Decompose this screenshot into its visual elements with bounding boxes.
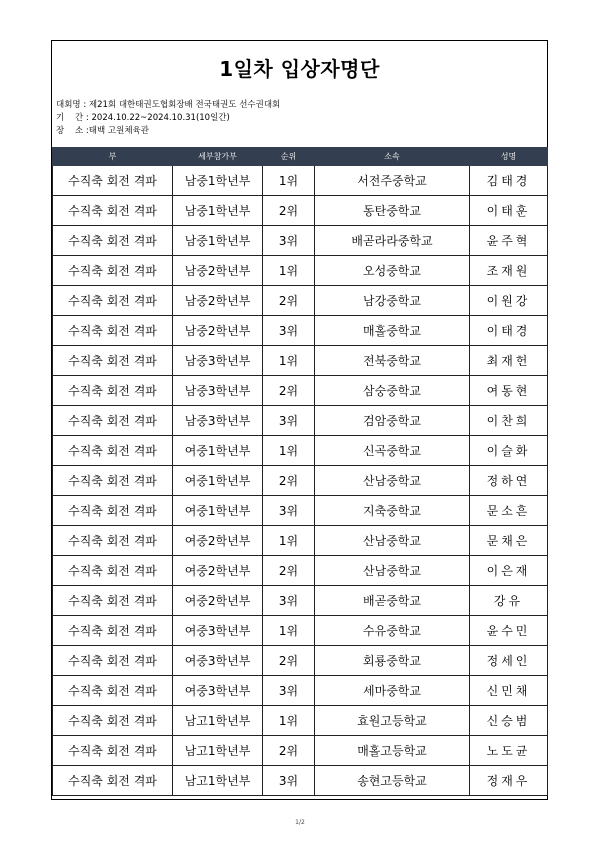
subdivision-cell: 여중1학년부: [173, 436, 263, 466]
affiliation-cell: 세마중학교: [315, 676, 470, 706]
subdivision-cell: 여중3학년부: [173, 646, 263, 676]
affiliation-cell: 매홀고등학교: [315, 736, 470, 766]
table-row: [53, 586, 548, 616]
rank-cell: 2위: [263, 736, 315, 766]
table-row: [53, 436, 548, 466]
division-cell: 수직축 회전 격파: [53, 346, 173, 376]
subdivision-cell: 여중3학년부: [173, 676, 263, 706]
place-label: 장 소 :: [56, 126, 89, 136]
affiliation-cell: 서전주중학교: [315, 166, 470, 196]
rank-cell: 2위: [263, 376, 315, 406]
division-cell: 수직축 회전 격파: [53, 436, 173, 466]
period-value: 2024.10.22~2024.10.31(10일간): [91, 113, 230, 123]
affiliation-cell: 수유중학교: [315, 616, 470, 646]
division-cell: 수직축 회전 격파: [53, 316, 173, 346]
division-cell: 수직축 회전 격파: [53, 286, 173, 316]
name-cell: 신승범: [470, 706, 548, 736]
table-row: [53, 376, 548, 406]
affiliation-cell: 삼숭중학교: [315, 376, 470, 406]
affiliation-cell: 효원고등학교: [315, 706, 470, 736]
subdivision-cell: 남중2학년부: [173, 316, 263, 346]
affiliation-cell: 회룡중학교: [315, 646, 470, 676]
division-cell: 수직축 회전 격파: [53, 586, 173, 616]
rank-cell: 3위: [263, 406, 315, 436]
subdivision-cell: 여중1학년부: [173, 466, 263, 496]
subdivision-cell: 남고1학년부: [173, 736, 263, 766]
rank-cell: 3위: [263, 496, 315, 526]
name-cell: 문소흔: [470, 496, 548, 526]
name-cell: 이원강: [470, 286, 548, 316]
rank-cell: 1위: [263, 346, 315, 376]
table-row: [53, 496, 548, 526]
rank-cell: 3위: [263, 586, 315, 616]
table-row: [53, 166, 548, 196]
rank-cell: 3위: [263, 766, 315, 796]
division-cell: 수직축 회전 격파: [53, 616, 173, 646]
subdivision-cell: 남중1학년부: [173, 196, 263, 226]
division-cell: 수직축 회전 격파: [53, 736, 173, 766]
name-cell: 이찬희: [470, 406, 548, 436]
name-cell: 이태훈: [470, 196, 548, 226]
header-affiliation: 소속: [315, 148, 470, 166]
affiliation-cell: 동탄중학교: [315, 196, 470, 226]
table-row: [53, 286, 548, 316]
division-cell: 수직축 회전 격파: [53, 466, 173, 496]
table-row: [53, 346, 548, 376]
name-cell: 김태경: [470, 166, 548, 196]
division-cell: 수직축 회전 격파: [53, 256, 173, 286]
affiliation-cell: 산남중학교: [315, 466, 470, 496]
affiliation-cell: 산남중학교: [315, 556, 470, 586]
affiliation-cell: 배곧라라중학교: [315, 226, 470, 256]
rank-cell: 2위: [263, 556, 315, 586]
place-value: 태백 고원체육관: [88, 126, 149, 136]
division-cell: 수직축 회전 격파: [53, 766, 173, 796]
subdivision-cell: 남중2학년부: [173, 286, 263, 316]
subdivision-cell: 남고1학년부: [173, 766, 263, 796]
header-name: 성명: [470, 148, 548, 166]
division-cell: 수직축 회전 격파: [53, 706, 173, 736]
document-sheet: [51, 40, 548, 800]
table-row: [53, 766, 548, 796]
name-cell: 이은재: [470, 556, 548, 586]
subdivision-cell: 여중3학년부: [173, 616, 263, 646]
event-label: 대회명 :: [56, 100, 87, 110]
affiliation-cell: 매홀중학교: [315, 316, 470, 346]
subdivision-cell: 남중1학년부: [173, 226, 263, 256]
subdivision-cell: 남중3학년부: [173, 406, 263, 436]
table-row: [53, 316, 548, 346]
subdivision-cell: 여중2학년부: [173, 556, 263, 586]
affiliation-cell: 검암중학교: [315, 406, 470, 436]
rank-cell: 3위: [263, 316, 315, 346]
division-cell: 수직축 회전 격파: [53, 526, 173, 556]
header-division: 부: [53, 148, 173, 166]
header-rank: 순위: [263, 148, 315, 166]
rank-cell: 1위: [263, 526, 315, 556]
table-row: [53, 736, 548, 766]
event-info-line: [56, 99, 280, 111]
subdivision-cell: 남중3학년부: [173, 376, 263, 406]
table-row: [53, 466, 548, 496]
division-cell: 수직축 회전 격파: [53, 496, 173, 526]
rank-cell: 3위: [263, 226, 315, 256]
affiliation-cell: 산남중학교: [315, 526, 470, 556]
rank-cell: 1위: [263, 706, 315, 736]
rank-cell: 2위: [263, 196, 315, 226]
name-cell: 신민채: [470, 676, 548, 706]
table-row: [53, 556, 548, 586]
subdivision-cell: 여중1학년부: [173, 496, 263, 526]
subdivision-cell: 남중2학년부: [173, 256, 263, 286]
division-cell: 수직축 회전 격파: [53, 646, 173, 676]
rank-cell: 2위: [263, 286, 315, 316]
table-header-row: [53, 148, 548, 166]
table-row: [53, 406, 548, 436]
page-title: 1일차 입상자명단: [219, 57, 380, 81]
rank-cell: 1위: [263, 616, 315, 646]
name-cell: 조재원: [470, 256, 548, 286]
name-cell: 이태경: [470, 316, 548, 346]
period-info-line: [56, 112, 230, 124]
name-cell: 정하연: [470, 466, 548, 496]
division-cell: 수직축 회전 격파: [53, 226, 173, 256]
subdivision-cell: 여중2학년부: [173, 526, 263, 556]
affiliation-cell: 전북중학교: [315, 346, 470, 376]
table-row: [53, 196, 548, 226]
rank-cell: 1위: [263, 166, 315, 196]
name-cell: 이슬화: [470, 436, 548, 466]
place-info-line: [56, 125, 149, 137]
name-cell: 정재우: [470, 766, 548, 796]
division-cell: 수직축 회전 격파: [53, 556, 173, 586]
name-cell: 윤주혁: [470, 226, 548, 256]
table-row: [53, 616, 548, 646]
division-cell: 수직축 회전 격파: [53, 676, 173, 706]
affiliation-cell: 배곧중학교: [315, 586, 470, 616]
event-value: 제21회 대한태권도협회장배 전국태권도 선수권대회: [88, 100, 281, 110]
division-cell: 수직축 회전 격파: [53, 376, 173, 406]
affiliation-cell: 신곡중학교: [315, 436, 470, 466]
table-row: [53, 526, 548, 556]
name-cell: 윤수민: [470, 616, 548, 646]
rank-cell: 1위: [263, 256, 315, 286]
rank-cell: 1위: [263, 436, 315, 466]
period-label: 기 간 :: [56, 113, 89, 123]
affiliation-cell: 송현고등학교: [315, 766, 470, 796]
table-row: [53, 226, 548, 256]
name-cell: 노도균: [470, 736, 548, 766]
name-cell: 문채은: [470, 526, 548, 556]
table-row: [53, 256, 548, 286]
name-cell: 여동현: [470, 376, 548, 406]
header-subdivision: 세부참가부: [173, 148, 263, 166]
rank-cell: 2위: [263, 646, 315, 676]
affiliation-cell: 지축중학교: [315, 496, 470, 526]
division-cell: 수직축 회전 격파: [53, 196, 173, 226]
table-body: [53, 166, 548, 796]
page-number: 1/2: [295, 819, 305, 826]
affiliation-cell: 오성중학교: [315, 256, 470, 286]
rank-cell: 2위: [263, 466, 315, 496]
name-cell: 최재헌: [470, 346, 548, 376]
name-cell: 강유: [470, 586, 548, 616]
subdivision-cell: 남고1학년부: [173, 706, 263, 736]
subdivision-cell: 남중3학년부: [173, 346, 263, 376]
subdivision-cell: 남중1학년부: [173, 166, 263, 196]
table-row: [53, 676, 548, 706]
table-row: [53, 706, 548, 736]
division-cell: 수직축 회전 격파: [53, 166, 173, 196]
affiliation-cell: 남강중학교: [315, 286, 470, 316]
results-table: [52, 147, 548, 796]
name-cell: 정세인: [470, 646, 548, 676]
division-cell: 수직축 회전 격파: [53, 406, 173, 436]
table-row: [53, 646, 548, 676]
rank-cell: 3위: [263, 676, 315, 706]
subdivision-cell: 여중2학년부: [173, 586, 263, 616]
